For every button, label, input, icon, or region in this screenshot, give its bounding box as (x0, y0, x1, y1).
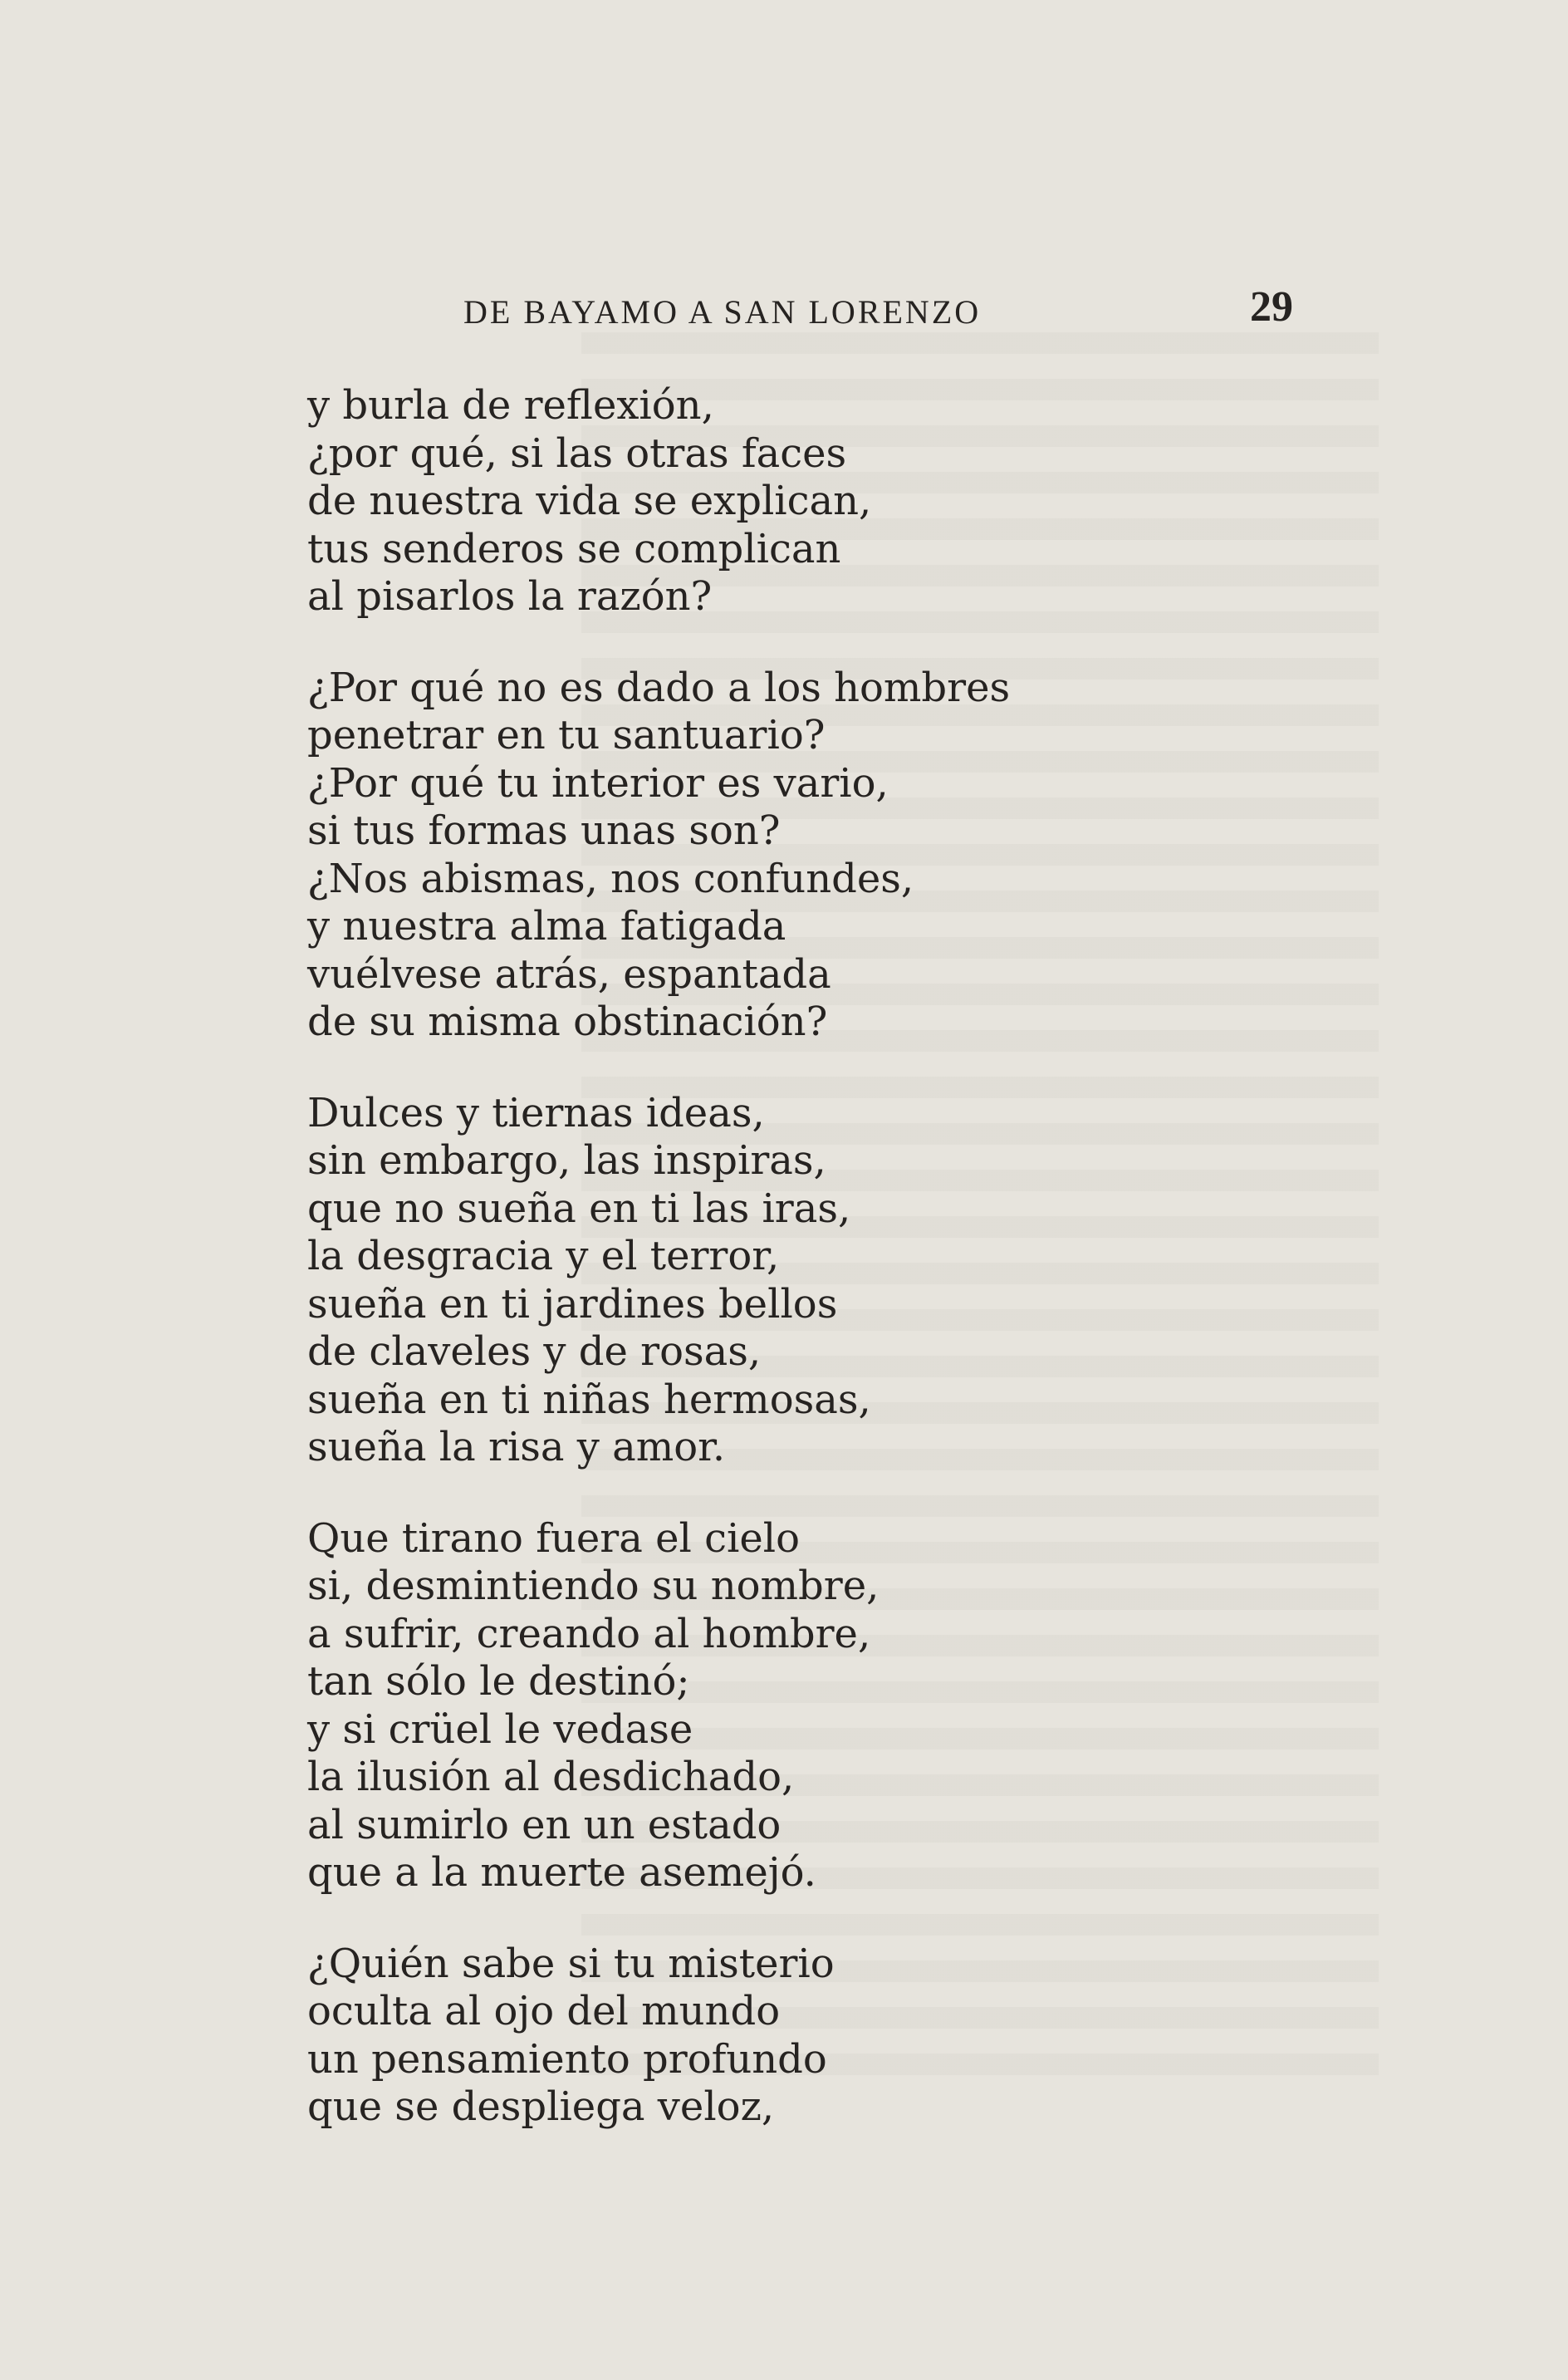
verse-line: de su misma obstinación? (307, 999, 828, 1045)
stanza-1 (307, 382, 1387, 621)
verse-line: y nuestra alma fatigada (307, 903, 786, 950)
verse-line: al pisarlos la razón? (307, 573, 713, 620)
verse-line: y burla de reflexión, (307, 382, 714, 429)
verse-line: si tus formas unas son? (307, 807, 781, 854)
verse-line: ¿Nos abismas, nos confundes, (307, 855, 914, 902)
stanza-4 (307, 1515, 1387, 1897)
verse-line: ¿Por qué tu interior es vario, (307, 759, 889, 807)
stanza-5 (307, 1941, 1387, 2132)
verse-line: la desgracia y el terror, (307, 1233, 780, 1279)
verse-line: de nuestra vida se explican, (307, 478, 872, 524)
verse-line: tan sólo le destinó; (307, 1658, 690, 1705)
verse-line: ¿Quién sabe si tu misterio (307, 1940, 835, 1987)
verse-line: oculta al ojo del mundo (307, 1988, 781, 2034)
stanza-3 (307, 1090, 1387, 1472)
poem-text (307, 382, 1387, 2175)
verse-line: vuélvese atrás, espantada (307, 950, 831, 998)
verse-line: penetrar en tu santuario? (307, 712, 826, 758)
verse-line: que a la muerte asemejó. (307, 1849, 816, 1896)
verse-line: de claveles y de rosas, (307, 1328, 762, 1375)
verse-line: a sufrir, creando al hombre, (307, 1610, 871, 1657)
verse-line: sueña en ti niñas hermosas, (307, 1376, 871, 1423)
verse-line: ¿Por qué no es dado a los hombres (307, 664, 1011, 711)
verse-line: la ilusión al desdichado, (307, 1754, 795, 1800)
verse-line: y si crüel le vedase (307, 1705, 693, 1753)
verse-line: tus senderos se complican (307, 525, 841, 572)
verse-line: sueña en ti jardines bellos (307, 1280, 838, 1327)
verse-line: un pensamiento profundo (307, 2035, 827, 2083)
verse-line: si, desmintiendo su nombre, (307, 1563, 880, 1609)
verse-line: ¿por qué, si las otras faces (307, 429, 847, 477)
running-head: DE BAYAMO A SAN LORENZO (463, 293, 982, 331)
verse-line: sin embargo, las inspiras, (307, 1137, 826, 1184)
verse-line: Dulces y tiernas ideas, (307, 1089, 765, 1136)
verse-line: que no sueña en ti las iras, (307, 1185, 851, 1232)
verse-line: sueña la risa y amor. (307, 1424, 726, 1470)
verse-line: que se despliega veloz, (307, 2083, 775, 2130)
verse-line: Que tirano fuera el cielo (307, 1514, 801, 1562)
stanza-2 (307, 665, 1387, 1047)
verse-line: al sumirlo en un estado (307, 1801, 782, 1848)
page-number: 29 (1250, 283, 1293, 331)
